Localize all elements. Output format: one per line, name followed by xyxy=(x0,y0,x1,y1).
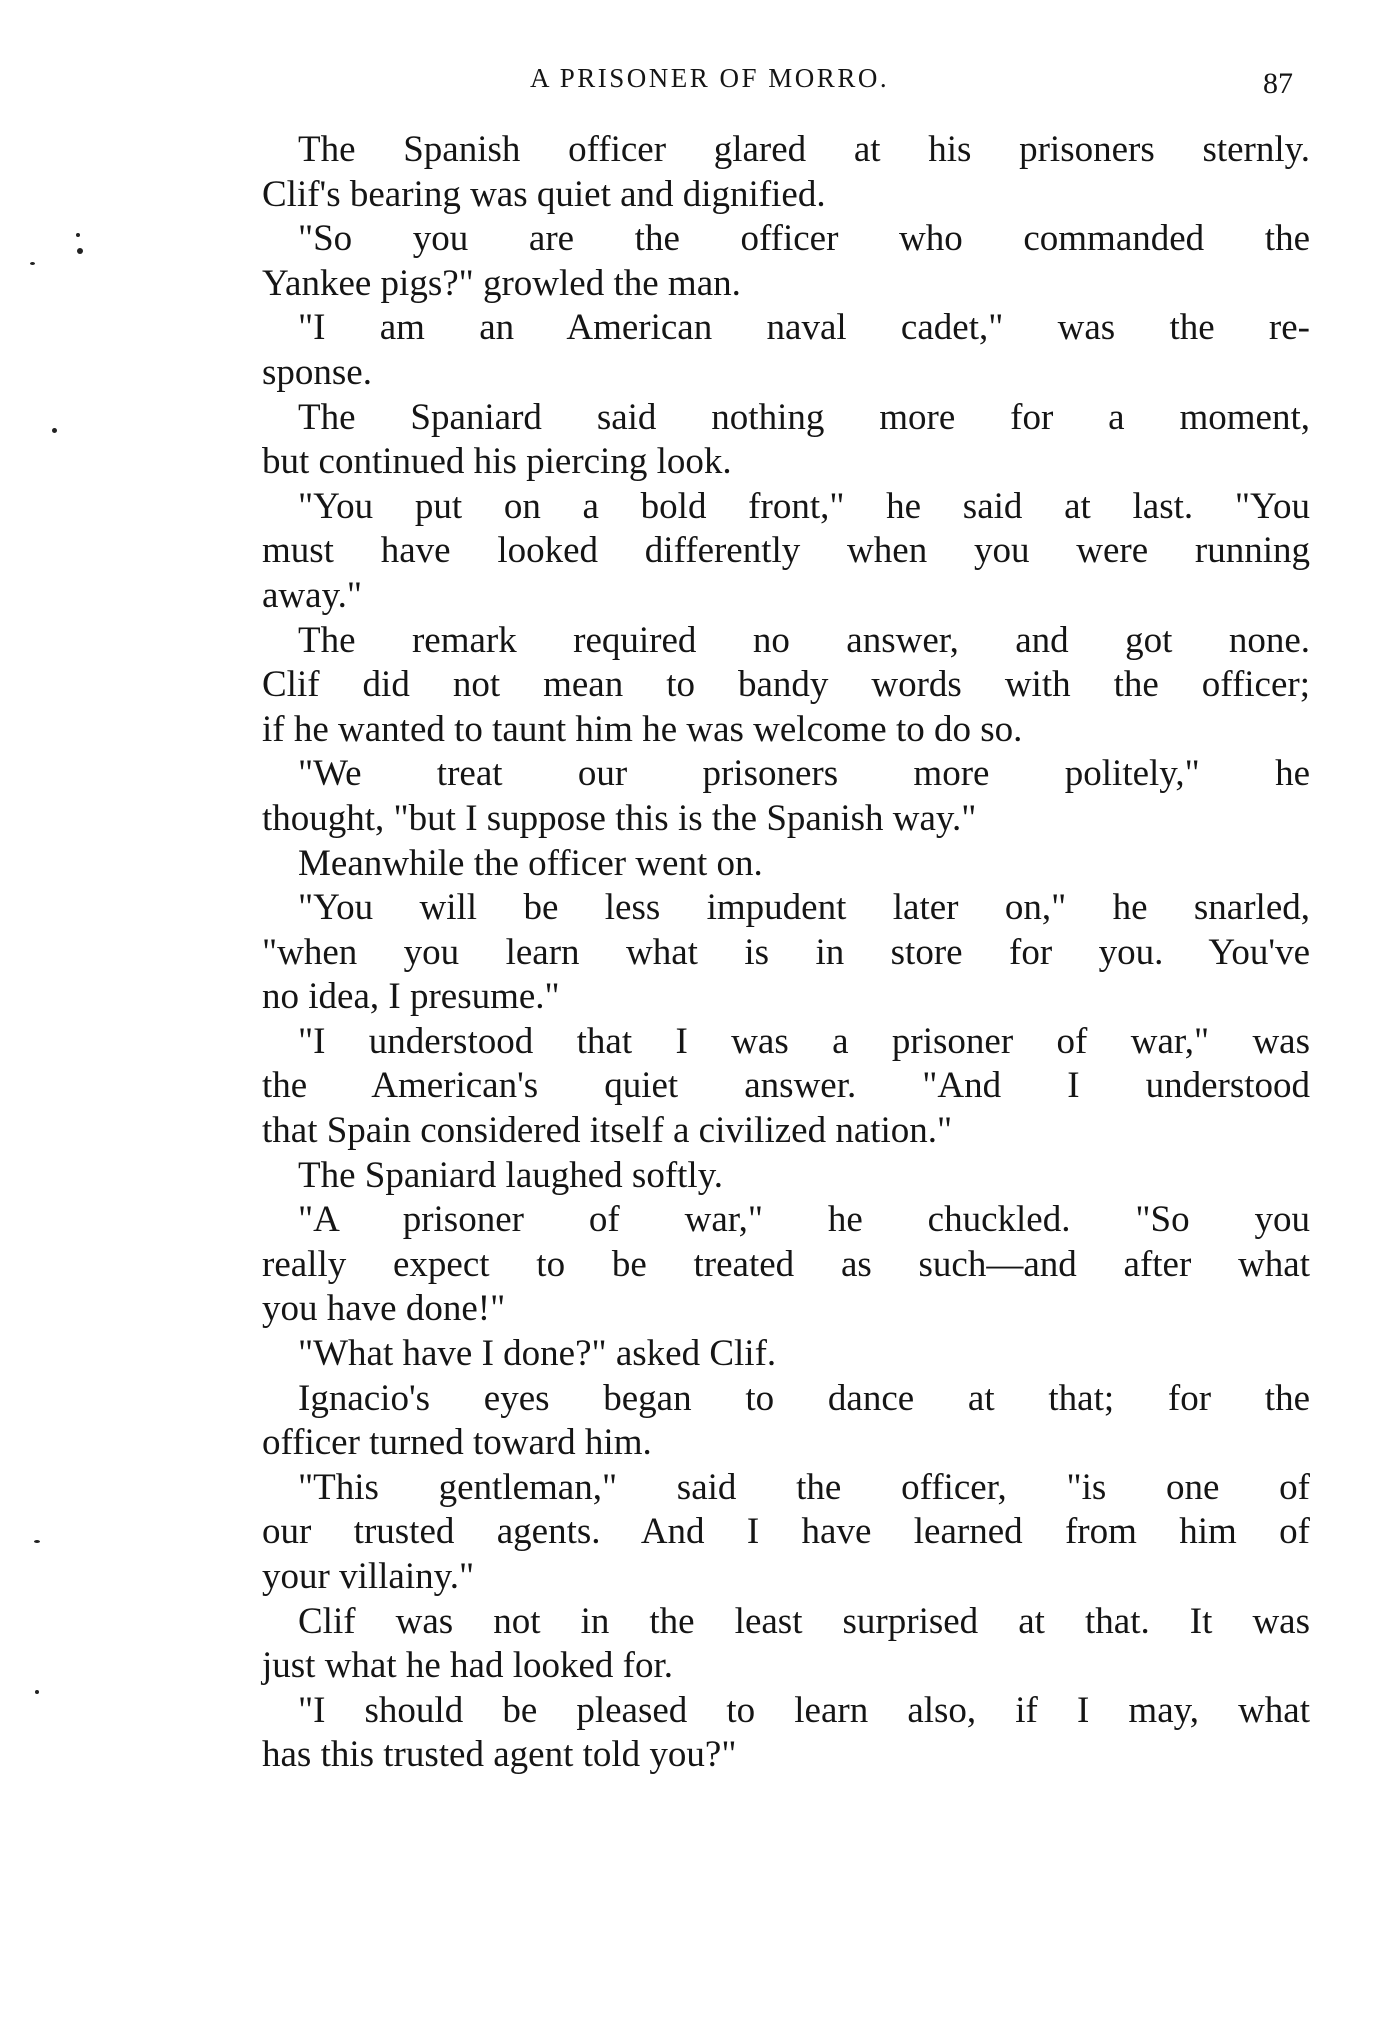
text-line: that Spain considered itself a civilized nation." xyxy=(262,1110,953,1152)
text-line: "when you learn what is in store for you. You've xyxy=(262,931,1310,973)
ink-speck xyxy=(52,428,57,433)
text-line: "I am an American naval cadet," was the re- xyxy=(298,307,1310,349)
paragraph xyxy=(262,1377,1310,1466)
text-line: Ignacio's eyes began to dance at that; for the xyxy=(298,1377,1310,1419)
text-line: "What have I done?" asked Clif. xyxy=(298,1333,777,1375)
paragraph xyxy=(262,1466,1310,1600)
text-line: just what he had looked for. xyxy=(262,1645,674,1687)
ink-speck xyxy=(77,248,83,254)
paragraph xyxy=(262,842,1310,887)
paragraph xyxy=(262,1020,1310,1154)
ink-speck xyxy=(34,1540,40,1543)
ink-speck xyxy=(30,262,35,265)
paragraph xyxy=(262,886,1310,1020)
text-line: "I should be pleased to learn also, if I may, what xyxy=(298,1689,1310,1731)
text-line: "A prisoner of war," he chuckled. "So you xyxy=(298,1199,1310,1241)
text-line: "I understood that I was a prisoner of war," was xyxy=(298,1020,1310,1062)
text-line: the American's quiet answer. "And I understood xyxy=(262,1065,1310,1107)
text-line: sponse. xyxy=(262,351,372,393)
paragraph xyxy=(262,396,1310,485)
paragraph xyxy=(262,1332,1310,1377)
text-line: The Spaniard laughed softly. xyxy=(298,1154,724,1196)
paragraph xyxy=(262,1154,1310,1199)
text-line: if he wanted to taunt him he was welcome to do so. xyxy=(262,708,1023,750)
paragraph xyxy=(262,752,1310,841)
text-line: "You will be less impudent later on," he snarled, xyxy=(298,887,1310,929)
paragraph xyxy=(262,306,1310,395)
paragraph xyxy=(262,1600,1310,1689)
text-line: "You put on a bold front," he said at last. "You xyxy=(298,485,1310,527)
text-line: Clif did not mean to bandy words with the officer; xyxy=(262,664,1310,706)
paragraph xyxy=(262,128,1310,217)
text-line: no idea, I presume." xyxy=(262,976,560,1018)
text-line: but continued his piercing look. xyxy=(262,441,732,483)
text-line: has this trusted agent told you?" xyxy=(262,1734,737,1776)
text-line: Meanwhile the officer went on. xyxy=(298,842,763,884)
text-line: your villainy." xyxy=(262,1556,475,1597)
text-line: "We treat our prisoners more politely," he xyxy=(298,753,1310,795)
ink-speck xyxy=(35,1690,39,1694)
text-line: The Spaniard said nothing more for a moment, xyxy=(298,396,1310,438)
paragraph xyxy=(262,217,1310,306)
text-line: really expect to be treated as such—and after what xyxy=(262,1243,1310,1285)
paragraph xyxy=(262,1198,1310,1332)
body-text xyxy=(262,128,1310,1778)
text-line: Clif was not in the least surprised at that. It was xyxy=(298,1600,1310,1642)
text-line: Yankee pigs?" growled the man. xyxy=(262,262,741,304)
text-line: thought, "but I suppose this is the Spanish way." xyxy=(262,797,977,839)
text-line: "This gentleman," said the officer, "is one of xyxy=(298,1466,1310,1508)
text-line: away." xyxy=(262,574,363,616)
paragraph xyxy=(262,485,1310,619)
text-line: "So you are the officer who commanded the xyxy=(298,218,1310,260)
text-line: officer turned toward him. xyxy=(262,1422,652,1464)
text-line: The remark required no answer, and got none. xyxy=(298,619,1310,661)
running-title: A PRISONER OF MORRO. xyxy=(530,63,890,93)
text-line: Clif's bearing was quiet and dignified. xyxy=(262,173,826,215)
running-head xyxy=(0,58,1392,98)
text-line: The Spanish officer glared at his prisoners sternly. xyxy=(298,129,1310,170)
text-line: our trusted agents. And I have learned from him of xyxy=(262,1511,1310,1553)
text-line: you have done!" xyxy=(262,1288,506,1330)
paragraph xyxy=(262,619,1310,753)
text-line: must have looked differently when you were running xyxy=(262,530,1310,572)
page-number: 87 xyxy=(1263,67,1293,100)
paragraph xyxy=(262,1689,1310,1778)
ink-speck xyxy=(76,233,80,237)
